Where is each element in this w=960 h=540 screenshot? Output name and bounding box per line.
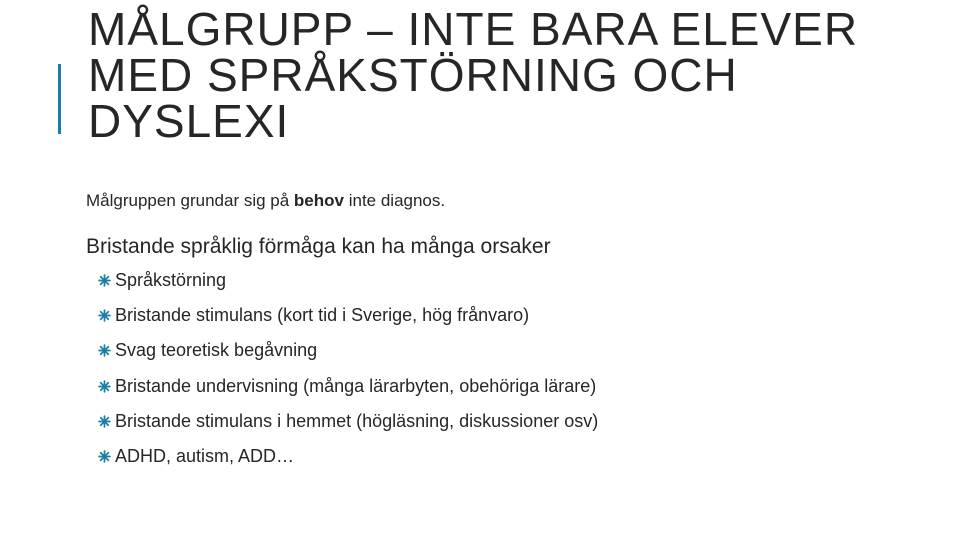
accent-bar bbox=[58, 64, 61, 134]
asterisk-bullet-icon bbox=[98, 415, 111, 428]
bullet-item bbox=[98, 303, 598, 327]
slide-title: MÅLGRUPP – INTE BARA ELEVER MED SPRÅKSTÖRNING OCH DYSLEXI bbox=[88, 3, 859, 147]
asterisk-bullet-icon bbox=[98, 450, 111, 463]
bullet-text: Bristande stimulans (kort tid i Sverige, hög frånvaro) bbox=[115, 304, 530, 325]
bullet-text: Bristande undervisning (många lärarbyten, obehöriga lärare) bbox=[115, 375, 597, 396]
bullet-text: ADHD, autism, ADD… bbox=[115, 446, 295, 467]
asterisk-bullet-icon bbox=[98, 309, 111, 322]
bullet-text: Språkstörning bbox=[115, 269, 227, 290]
subtitle-emphasis: behov bbox=[293, 191, 344, 210]
bullet-item bbox=[98, 339, 598, 363]
bullet-text: Bristande stimulans i hemmet (högläsning, diskussioner osv) bbox=[115, 411, 599, 432]
slide-subtitle bbox=[86, 191, 445, 211]
bullet-item bbox=[98, 268, 598, 292]
slide-heading: Bristande språklig förmåga kan ha många orsaker bbox=[86, 235, 551, 258]
bullet-item bbox=[98, 410, 598, 434]
subtitle-text-end: inte diagnos. bbox=[343, 191, 446, 210]
bullet-item bbox=[98, 445, 598, 469]
asterisk-bullet-icon bbox=[98, 380, 111, 393]
bullet-text: Svag teoretisk begåvning bbox=[115, 340, 318, 361]
bullet-item bbox=[98, 374, 598, 398]
bullet-list bbox=[98, 268, 598, 480]
asterisk-bullet-icon bbox=[98, 344, 111, 357]
subtitle-text-start: Målgruppen grundar sig på bbox=[86, 191, 294, 210]
asterisk-bullet-icon bbox=[98, 274, 111, 287]
